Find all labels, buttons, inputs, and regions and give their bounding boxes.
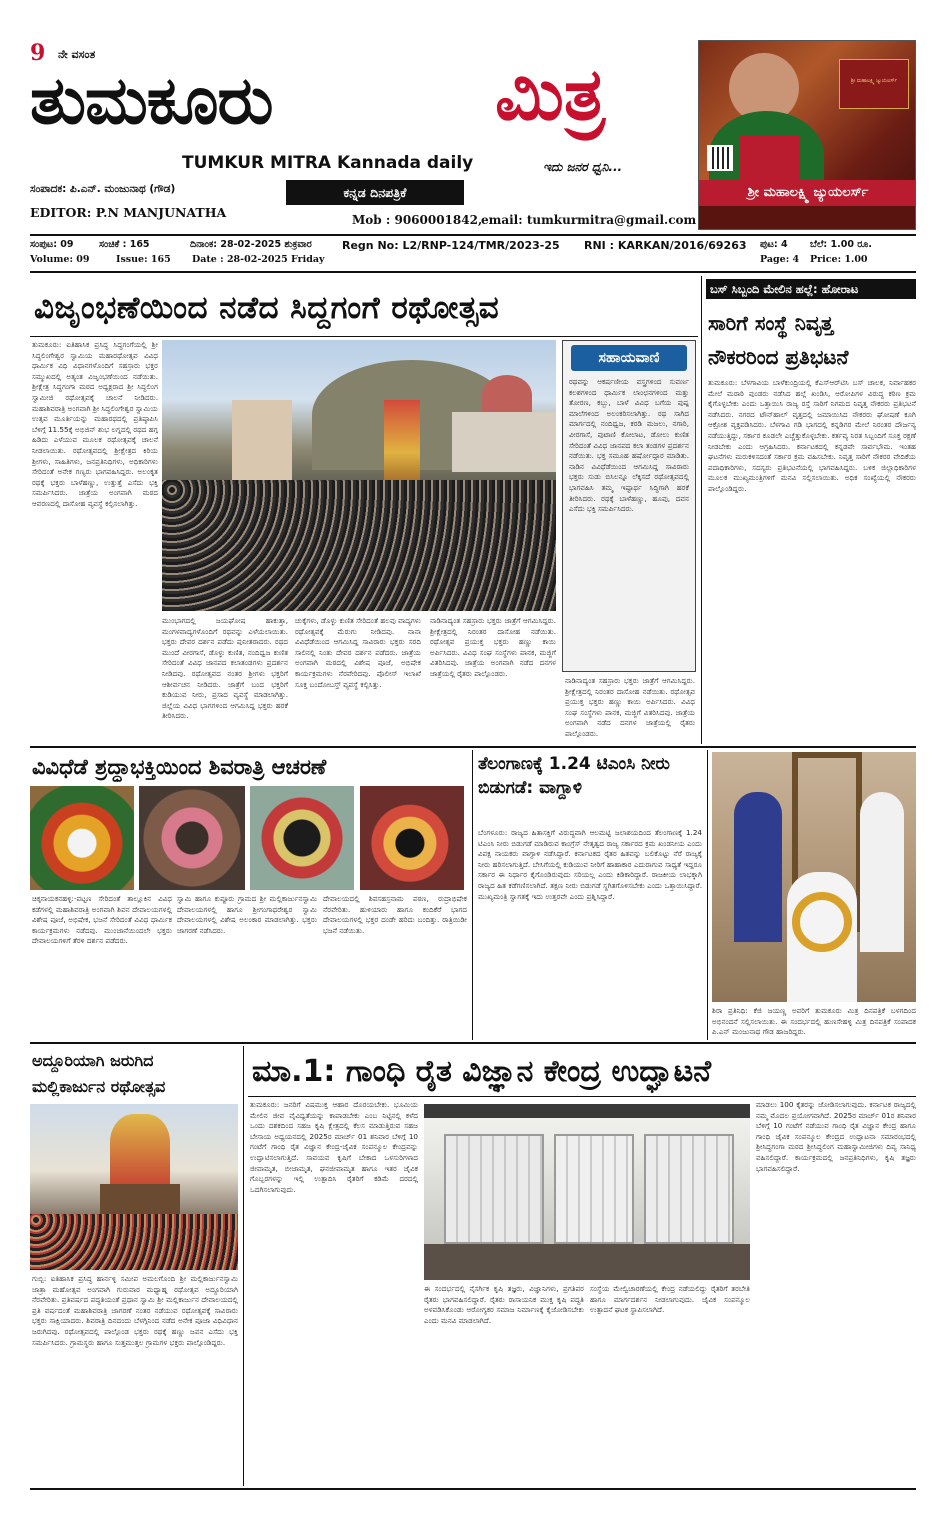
story-ksrtc-headline-line2: ನೌಕರರಿಂದ ಪ್ರತಿಭಟನೆ <box>708 345 849 369</box>
story-mallikarjuna-headline-line1: ಅದ್ದೂರಿಯಾಗಿ ಜರುಗಿದ <box>32 1051 154 1070</box>
story-mallikarjuna-headline-line2: ಮಲ್ಲಿಕಾರ್ಜುನ ರಥೋತ್ಸವ <box>32 1077 166 1096</box>
dateline-bottom-rule <box>30 271 916 273</box>
price-kannada: ಬೆಲೆ: 1.00 ರೂ. <box>810 239 872 250</box>
temple-building <box>452 412 556 472</box>
column-divider-top <box>701 276 702 744</box>
story-telangana-body: ಬೆಂಗಳೂರು: ರಾಜ್ಯದ ಹಿತಾಸಕ್ತಿಗೆ ವಿರುದ್ಧವಾಗಿ ಆಲಮಟ್ಟಿ ಜಲಾಶಯದಿಂದ ತೆಲಂಗಾಣಕ್ಕೆ 1.24 ಟಿಎಂಸಿ ನೀರು ಬಿಡುಗಡೆ ಮಾಡಿರುವ ಕಾಂಗ್ರೆಸ್ ನೇತೃತ್ವದ ರಾಜ್ಯ ಸರ್ಕಾರದ ಕ್ರಮ ಖಂಡನೀಯ ಎಂದು ವಿಪಕ್ಷ ನಾಯಕರು ವಾಗ್ದಾಳಿ ನಡೆಸಿದ್ದಾರೆ. ಕರ್ನಾಟಕದ ರೈತರ ಹಿತವನ್ನು ಬಲಿಕೊಟ್ಟು ನೆರೆ ರಾಜ್ಯಕ್ಕೆ ನೀರು ಹರಿಸಲಾಗುತ್ತಿದೆ. ಬೇಸಿಗೆಯಲ್ಲಿ ಕುಡಿಯುವ ನೀರಿಗೆ ಹಾಹಾಕಾರ ಎದುರಾಗುವ ಸಾಧ್ಯತೆ ಇದ್ದರೂ ಸರ್ಕಾರ ಈ ನಿರ್ಧಾರ ಕೈಗೊಂಡಿರುವುದು ಸರಿಯಲ್ಲ ಎಂದು ಕಿಡಿಕಾರಿದ್ದಾರೆ. ರಾಜಕೀಯ ಲಾಭಕ್ಕಾಗಿ ರಾಜ್ಯದ ಹಿತ ಕಡೆಗಣಿಸಲಾಗಿದೆ. ತಕ್ಷಣ ನೀರು ಬಿಡುಗಡೆ ಸ್ಥಗಿತಗೊಳಿಸಬೇಕು ಎಂದು ಒತ್ತಾಯಿಸಿದ್ದಾರೆ. ಮುಖ್ಯಮಂತ್ರಿ ಸ್ವಾಗತಕ್ಕೆ ಇದು ಉತ್ತರವೇ ಎಂದು ಪ್ರಶ್ನಿಸಿದ್ದಾರೆ. <box>478 828 702 901</box>
tank-right <box>644 1134 734 1244</box>
page-bottom-rule <box>30 1488 916 1490</box>
volume-kannada: ಸಂಪುಟ: 09 <box>30 239 74 250</box>
sahayavani-box <box>562 340 696 672</box>
mobile-number: Mob : 9060001842, <box>352 213 483 227</box>
story-gandhi-col3: ಸಂಸ್ಥೆಯ ಮೇಲ್ವಿಚಾರಣೆಯಲ್ಲಿ ಕೇಂದ್ರ ನಡೆಯಲಿದ್ದು ರೈತರಿಗೆ ತರಬೇತಿ ಹಾಗೂ ಮಾರ್ಗದರ್ಶನ ನೀಡಲಾಗುವುದು. ಜೈವಿಕ ಸಂಪನ್ಮೂಲ ಉತ್ಪಾದನೆ ಘಟಕ ಸ್ಥಾಪಿಸಲಾಗಿದೆ. <box>590 1284 750 1315</box>
story-ksrtc-body: ತುಮಕೂರು: ಬೆಳಗಾವಿಯ ಬಾಳೆಕುಂದ್ರಿಯಲ್ಲಿ ಕೆಎಸ್‌ಆರ್‌ಟಿಸಿ ಬಸ್ ಚಾಲಕ, ನಿರ್ವಾಹಕರ ಮೇಲೆ ಮರಾಠಿ ಪುಂಡರು ನಡೆಸಿದ ಹಲ್ಲೆ ಖಂಡಿಸಿ, ಆರೋಪಿಗಳ ವಿರುದ್ಧ ಕಠಿಣ ಕ್ರಮ ಕೈಗೊಳ್ಳಬೇಕು ಎಂದು ಒತ್ತಾಯಿಸಿ ರಾಜ್ಯ ರಸ್ತೆ ಸಾರಿಗೆ ನಿಗಮದ ನಿವೃತ್ತ ನೌಕರರು ಪ್ರತಿಭಟನೆ ನಡೆಸಿದರು. ನಗರದ ಟೌನ್‌ಹಾಲ್ ವೃತ್ತದಲ್ಲಿ ಜಮಾಯಿಸಿದ ನೌಕರರು ಘೋಷಣೆ ಕೂಗಿ ಆಕ್ರೋಶ ವ್ಯಕ್ತಪಡಿಸಿದರು. ಬೆಳಗಾವಿ ಗಡಿ ಭಾಗದಲ್ಲಿ ಕನ್ನಡಿಗರ ಮೇಲೆ ನಿರಂತರ ದೌರ್ಜನ್ಯ ನಡೆಯುತ್ತಿದ್ದು, ಸರ್ಕಾರ ಕೂಡಲೇ ಎಚ್ಚೆತ್ತುಕೊಳ್ಳಬೇಕು. ಕರ್ತವ್ಯ ನಿರತ ಸಿಬ್ಬಂದಿಗೆ ಸೂಕ್ತ ರಕ್ಷಣೆ ನೀಡಬೇಕು ಎಂದು ಆಗ್ರಹಿಸಿದರು. ಕರ್ನಾಟಕದಲ್ಲಿ ಕನ್ನಡವೇ ಸಾರ್ವಭೌಮ. ಇಂತಹ ಘಟನೆಗಳು ಮರುಕಳಿಸದಂತೆ ಸರ್ಕಾರ ಕ್ರಮ ವಹಿಸಬೇಕು. ನಿವೃತ್ತ ಸಾರಿಗೆ ನೌಕರರ ವೇದಿಕೆಯ ಪದಾಧಿಕಾರಿಗಳು, ಸದಸ್ಯರು ಪ್ರತಿಭಟನೆಯಲ್ಲಿ ಭಾಗವಹಿಸಿದ್ದರು. ಬಳಿಕ ಜಿಲ್ಲಾಧಿಕಾರಿಗಳ ಮೂಲಕ ಮುಖ್ಯಮಂತ್ರಿಗಳಿಗೆ ಮನವಿ ಸಲ್ಲಿಸಲಾಯಿತು. ಅಧಿಕ ಸಂಖ್ಯೆಯಲ್ಲಿ ನೌಕರರು ಪಾಲ್ಗೊಂಡಿದ್ದರು. <box>708 378 916 493</box>
shivalinga-photo-4 <box>360 786 464 890</box>
column-divider-mid-1 <box>472 750 473 1040</box>
column-divider-bottom <box>243 1046 244 1486</box>
story-telangana-headline <box>478 752 702 826</box>
ad-brand-banner: ಶ್ರೀ ಮಹಾಲಕ್ಷ್ಮಿ ಜ್ಯುಯಲರ್ಸ್ <box>699 180 916 206</box>
issue-english: Issue: 165 <box>116 254 171 265</box>
story-shivaratri-col1: ಚಿಕ್ಕನಾಯಕನಹಳ್ಳಿ:-ಪಟ್ಟಣ ಸೇರಿದಂತೆ ತಾಲ್ಲೂಕಿನ ವಿವಿಧ ಕಡೆಗಳಲ್ಲಿ ಮಹಾಶಿವರಾತ್ರಿ ಅಂಗವಾಗಿ ಶಿವನ ದೇವಾಲಯಗಳಲ್ಲಿ ವಿಶೇಷ ಪೂಜೆ, ಅಭಿಷೇಕ, ಭಜನೆ ಸೇರಿದಂತೆ ವಿವಿಧ ಧಾರ್ಮಿಕ ಕಾರ್ಯಕ್ರಮಗಳು ನಡೆದವು. ಮುಂಜಾನೆಯಿಂದಲೇ ಭಕ್ತರು ದೇವಾಲಯಗಳಿಗೆ ತೆರಳಿ ದರ್ಶನ ಪಡೆದರು. <box>32 894 172 946</box>
story-siddaganga-col2: ಮುಂಭಾಗದಲ್ಲಿ ಜಯಘೋಷ ಹಾಕುತ್ತಾ, ಮಂಗಳವಾದ್ಯಗಳೊಂದಿಗೆ ರಥವನ್ನು ಎಳೆಯಲಾಯಿತು. ಭಕ್ತರು ದೇವರ ದರ್ಶನ ಪಡೆದು ಪುನೀತರಾದರು. ರಥದ ಮುಂದೆ ವೀರಗಾಸೆ, ಡೊಳ್ಳು ಕುಣಿತ, ನಂದಿಧ್ವಜ ಕುಣಿತ ಸೇರಿದಂತೆ ವಿವಿಧ ಜಾನಪದ ಕಲಾತಂಡಗಳು ಪ್ರದರ್ಶನ ನೀಡಿದವು. ರಥೋತ್ಸವದ ನಂತರ ಶ್ರೀಗಳು ಭಕ್ತರಿಗೆ ಆಶೀರ್ವಚನ ನೀಡಿದರು. ಜಾತ್ರೆಗೆ ಬಂದ ಭಕ್ತರಿಗೆ ಕುಡಿಯುವ ನೀರು, ಪ್ರಸಾದ ವ್ಯವಸ್ಥೆ ಮಾಡಲಾಗಿತ್ತು. ಜಿಲ್ಲೆಯ ವಿವಿಧ ಭಾಗಗಳಿಂದ ಆಗಮಿಸಿದ್ದ ಭಕ್ತರು ಹರಕೆ ತೀರಿಸಿದರು. <box>162 616 288 721</box>
ad-qr-code <box>707 145 733 171</box>
story-shivaratri-col2: ಸ್ವಾಮಿ ಹಾಗೂ ಕುಪ್ಪೂರು ಗ್ರಾಮದ ಶ್ರೀ ಮಲ್ಲಿಕಾರ್ಜುನಸ್ವಾಮಿ ದೇವಾಲಯಗಳಲ್ಲಿ ಹಾಗೂ ಶ್ರೀಗಂಗಾಧರೇಶ್ವರ ಸ್ವಾಮಿ ದೇವಾಲಯಗಳಲ್ಲಿ ವಿಶೇಷ ಅಲಂಕಾರ ಮಾಡಲಾಗಿತ್ತು. ಭಕ್ತರು ಜಾಗರಣೆ ನಡೆಸಿದರು. <box>177 894 317 935</box>
contact-email: email: tumkurmitra@gmail.com <box>481 213 697 227</box>
daily-badge: ಕನ್ನಡ ದಿನಪತ್ರಿಕೆ <box>286 180 464 205</box>
volume-english: Volume: 09 <box>30 254 90 265</box>
person-right <box>860 792 904 952</box>
ad-logo-box <box>839 59 909 109</box>
story-gandhi-col2: ಈ ಸಂದರ್ಭದಲ್ಲಿ ನೈಸರ್ಗಿಕ ಕೃಷಿ ತಜ್ಞರು, ವಿಜ್ಞಾನಿಗಳು, ಪ್ರಗತಿಪರ ರೈತರು ಭಾಗವಹಿಸಲಿದ್ದಾರೆ. ರೈತರು ರಾಸಾಯನಿಕ ಮುಕ್ತ ಕೃಷಿ ಪದ್ಧತಿ ಅಳವಡಿಸಿಕೊಂಡು ಆರೋಗ್ಯಕರ ಸಮಾಜ ನಿರ್ಮಾಣಕ್ಕೆ ಕೈಜೋಡಿಸಬೇಕು ಎಂದು ಮನವಿ ಮಾಡಲಾಗಿದೆ. <box>424 1284 584 1325</box>
devotee-crowd <box>30 1214 238 1270</box>
temple-dome <box>482 375 532 415</box>
section-rule-2 <box>30 1042 916 1044</box>
roof-beam <box>424 1104 750 1118</box>
section-rule-1 <box>30 746 916 748</box>
shivalinga-photo-3 <box>250 786 354 890</box>
page-english: Page: 4 <box>760 254 800 265</box>
dateline <box>30 238 916 270</box>
story-siddaganga-col1: ತುಮಕೂರು: ಐತಿಹಾಸಿಕ ಪ್ರಸಿದ್ಧ ಸಿದ್ಧಗಂಗೆಯಲ್ಲಿ ಶ್ರೀ ಸಿದ್ಧಲಿಂಗೇಶ್ವರ ಸ್ವಾಮಿಯ ಮಹಾರಥೋತ್ಸವ ವಿವಿಧ ಧಾರ್ಮಿಕ ವಿಧಿ ವಿಧಾನಗಳೊಂದಿಗೆ ಸಹಸ್ರಾರು ಭಕ್ತರ ಸಮ್ಮುಖದಲ್ಲಿ ಅತ್ಯಂತ ವಿಜೃಂಭಣೆಯಿಂದ ನಡೆಯಿತು. ಶ್ರೀಕ್ಷೇತ್ರ ಸಿದ್ಧಗಂಗಾ ಮಠದ ಅಧ್ಯಕ್ಷರಾದ ಶ್ರೀ ಸಿದ್ಧಲಿಂಗ ಸ್ವಾಮೀಜಿ ರಥೋತ್ಸವಕ್ಕೆ ಚಾಲನೆ ನೀಡಿದರು. ಮಹಾಶಿವರಾತ್ರಿ ಅಂಗವಾಗಿ ಶ್ರೀ ಸಿದ್ಧಲಿಂಗೇಶ್ವರ ಸ್ವಾಮಿಯ ಉತ್ಸವ ಮೂರ್ತಿಯನ್ನು ಮಹಾರಥದಲ್ಲಿ ಪ್ರತಿಷ್ಠಾಪಿಸಿ ಬೆಳಿಗ್ಗೆ 11.55ಕ್ಕೆ ಅಭಿಜಿನ್ ಶುಭ ಲಗ್ನದಲ್ಲಿ ರಥದ ಹಗ್ಗ ಹಿಡಿದು ಎಳೆಯುವ ಮೂಲಕ ರಥೋತ್ಸವಕ್ಕೆ ಚಾಲನೆ ನೀಡಲಾಯಿತು. ರಥೋತ್ಸವದಲ್ಲಿ ಶ್ರೀಕ್ಷೇತ್ರದ ಕಿರಿಯ ಶ್ರೀಗಳು, ಸಾಹಿತಿಗಳು, ಜನಪ್ರತಿನಿಧಿಗಳು, ಅಧಿಕಾರಿಗಳು ಸೇರಿದಂತೆ ಅನೇಕ ಗಣ್ಯರು ಭಾಗವಹಿಸಿದ್ದರು. ಅಲಂಕೃತ ರಥಕ್ಕೆ ಭಕ್ತರು ಬಾಳೆಹಣ್ಣು, ಉತ್ತುತ್ತೆ ಎಸೆದು ಭಕ್ತಿ ಸಮರ್ಪಿಸಿದರು. ಜಾತ್ರೆಯ ಅಂಗವಾಗಿ ಮಠದ ಆವರಣದಲ್ಲಿ ದಾಸೋಹ ವ್ಯವಸ್ಥೆ ಕಲ್ಪಿಸಲಾಗಿತ್ತು. <box>32 340 158 508</box>
flower-garland <box>792 892 852 952</box>
story-siddaganga-col4: ನಾಡಿನಾದ್ಯಂತ ಸಹಸ್ರಾರು ಭಕ್ತರು ಜಾತ್ರೆಗೆ ಆಗಮಿಸಿದ್ದರು. ಶ್ರೀಕ್ಷೇತ್ರದಲ್ಲಿ ನಿರಂತರ ದಾಸೋಹ ನಡೆಯಿತು. ರಥೋತ್ಸವ ಪ್ರಯುಕ್ತ ಭಕ್ತರು ಹಣ್ಣು ಕಾಯಿ ಅರ್ಪಿಸಿದರು. ವಿವಿಧ ಸಂಘ ಸಂಸ್ಥೆಗಳು ಪಾನಕ, ಮಜ್ಜಿಗೆ ವಿತರಿಸಿದವು. ಜಾತ್ರೆಯ ಅಂಗವಾಗಿ ನಡೆದ ದನಗಳ ಜಾತ್ರೆಯಲ್ಲಿ ರೈತರು ಪಾಲ್ಗೊಂಡರು. <box>430 616 556 678</box>
story-ksrtc-headline-line1: ಸಾರಿಗೆ ಸಂಸ್ಥೆ ನಿವೃತ್ತ <box>708 311 834 335</box>
masthead-tagline: ಇದು ಜನರ ಧ್ವನಿ... <box>543 160 623 174</box>
floor-trough <box>424 1244 750 1280</box>
masthead-title-black: ತುಮಕೂರು <box>30 62 273 139</box>
story-siddaganga-col5 <box>565 676 695 742</box>
story-siddaganga-col3: ಚುಕ್ಕೆಗಳು, ಡೊಳ್ಳು ಕುಣಿತ ಸೇರಿದಂತೆ ಹಲವು ವಾದ್ಯಗಳು ರಥೋತ್ಸವಕ್ಕೆ ಮೆರುಗು ನೀಡಿದವು. ನಾನಾ ವಿವಿಧೆಡೆಯಿಂದ ಆಗಮಿಸಿದ್ದ ಸಾವಿರಾರು ಭಕ್ತರು ಸರದಿ ಸಾಲಿನಲ್ಲಿ ನಿಂತು ದೇವರ ದರ್ಶನ ಪಡೆದರು. ಜಾತ್ರೆಯ ಅಂಗವಾಗಿ ಮಠದಲ್ಲಿ ವಿಶೇಷ ಪೂಜೆ, ಅಭಿಷೇಕ ಕಾರ್ಯಕ್ರಮಗಳು ನೆರವೇರಿದವು. ಪೊಲೀಸ್ ಇಲಾಖೆ ಸೂಕ್ತ ಬಂದೋಬಸ್ತ್ ವ್ಯವಸ್ಥೆ ಕಲ್ಪಿಸಿತ್ತು. <box>295 616 421 689</box>
story-gandhi-col4: ಮಾಡಲು 100 ಕೈತರನ್ನು ಜೋಡಿಸಲಾಗುವುದು. ಕರ್ನಾಟಕ ರಾಜ್ಯದಲ್ಲಿ ನಮ್ಮ ಮೊದಲ ಪ್ರಯೋಗವಾಗಿದೆ. 2025ರ ಮಾರ್ಚ್ 01ರ ಶನಿವಾರ ಬೆಳಿಗ್ಗೆ 10 ಗಂಟೆಗೆ ನಡೆಯುವ ಗಾಂಧಿ ರೈತ ವಿಜ್ಞಾನ ಕೇಂದ್ರ ಹಾಗೂ ಗಾಂಧಿ ಜೈವಿಕ ಸಂಪನ್ಮೂಲ ಕೇಂದ್ರದ ಉದ್ಘಾಟನಾ ಸಮಾರಂಭದಲ್ಲಿ ಶ್ರೀಸಿದ್ಧಗಂಗಾ ಮಠದ ಶ್ರೀಸಿದ್ಧಲಿಂಗ ಮಹಾಸ್ವಾಮೀಜಿಗಳು ದಿವ್ಯ ಸಾನಿಧ್ಯ ವಹಿಸಲಿದ್ದಾರೆ. ಕಾರ್ಯಕ್ರಮದಲ್ಲಿ ಜನಪ್ರತಿನಿಧಿಗಳು, ಕೃಷಿ ತಜ್ಞರು ಭಾಗವಹಿಸಲಿದ್ದಾರೆ. <box>756 1100 916 1173</box>
sahayavani-label: ಸಹಾಯವಾಣಿ <box>571 345 687 371</box>
story-siddaganga-col5-text: ನಾಡಿನಾದ್ಯಂತ ಸಹಸ್ರಾರು ಭಕ್ತರು ಜಾತ್ರೆಗೆ ಆಗಮಿಸಿದ್ದರು. ಶ್ರೀಕ್ಷೇತ್ರದಲ್ಲಿ ನಿರಂತರ ದಾಸೋಹ ನಡೆಯಿತು. ರಥೋತ್ಸವ ಪ್ರಯುಕ್ತ ಭಕ್ತರು ಹಣ್ಣು ಕಾಯಿ ಅರ್ಪಿಸಿದರು. ವಿವಿಧ ಸಂಘ ಸಂಸ್ಥೆಗಳು ಪಾನಕ, ಮಜ್ಜಿಗೆ ವಿತರಿಸಿದವು. ಜಾತ್ರೆಯ ಅಂಗವಾಗಿ ನಡೆದ ದನಗಳ ಜಾತ್ರೆಯಲ್ಲಿ ರೈತರು ಪಾಲ್ಗೊಂಡರು. <box>565 676 695 738</box>
edition-suffix: ನೇ ವಸಂತ <box>58 48 96 61</box>
mallikarjuna-chariot-photo <box>30 1104 238 1270</box>
story-gandhi-headline: ಮಾ.1: ಗಾಂಧಿ ರೈತ ವಿಜ್ಞಾನ ಕೇಂದ್ರ ಉದ್ಘಾಟನೆ <box>252 1054 712 1089</box>
registration-number: Regn No: L2/RNP-124/TMR/2023-25 <box>342 239 560 252</box>
chariot-top <box>110 1114 170 1184</box>
crowd-mass <box>162 480 556 611</box>
column-divider-mid-2 <box>707 750 708 1040</box>
bio-resource-tanks-photo <box>424 1104 750 1280</box>
dateline-top-rule <box>30 234 916 236</box>
story-shivaratri-col3: ದೇವಾಲಯದಲ್ಲಿ ಶಿವಸಹಸ್ರನಾಮ ಪಠಣ, ರುದ್ರಾಭಿಷೇಕ ನೆರವೇರಿತು. ಹುಳಿಯಾರು ಹಾಗೂ ಕಂದಿಕೆರೆ ಭಾಗದ ದೇವಾಲಯಗಳಲ್ಲಿ ಭಕ್ತರ ದಂಡೇ ಹರಿದು ಬಂದಿತ್ತು. ರಾತ್ರಿಯಿಡೀ ಭಜನೆ ನಡೆಯಿತು. <box>323 894 467 935</box>
gandhi-headline-underline <box>248 1096 916 1097</box>
ad-logo-text: ಶ್ರೀ ಮಹಾಲಕ್ಷ್ಮಿ ಜ್ಯುಯಲರ್ಸ್ <box>850 78 898 84</box>
story-shivaratri-headline: ವಿವಿಧೆಡೆ ಶ್ರದ್ಧಾಭಕ್ತಿಯಿಂದ ಶಿವರಾತ್ರಿ ಆಚರಣೆ <box>32 755 327 779</box>
rathotsava-crowd-photo <box>162 340 556 611</box>
page-kannada: ಪುಟ: 4 <box>760 239 788 250</box>
ad-footer-strip <box>699 206 916 230</box>
sahayavani-text: ರಥವನ್ನು ಆಕರ್ಷಣೀಯ ವಸ್ತ್ರಗಳಿಂದ ಸುವರ್ಣ ಕಲಶಗಳಿಂದ ಧಾರ್ಮಿಕ ಲಾಂಛನಗಳಿಂದ ಮತ್ತು ತೋರಣ, ಕಬ್ಬು, ಬಾಳೆ ವಿವಿಧ ಬಗೆಯ ಪುಷ್ಪ ಮಾಲೆಗಳಿಂದ ಅಲಂಕರಿಸಲಾಗಿತ್ತು. ರಥ ಸಾಗಿದ ಮಾರ್ಗದಲ್ಲಿ ನಂದಿಧ್ವಜ, ಕರಡಿ ಮಜಲು, ನಗಾರಿ, ವೀರಗಾಸೆ, ಪುಟಾಣಿ ಕೋಲಾಟ, ಡೋಲು ಕುಣಿತ ಸೇರಿದಂತೆ ವಿವಿಧ ಜಾನಪದ ಕಲಾ ತಂಡಗಳ ಪ್ರದರ್ಶನ ನಡೆಯಿತು. ಭಕ್ತ ಸಮೂಹ ಹರ್ಷೋದ್ಗಾರ ಮಾಡಿತು. ನಾಡಿನ ವಿವಿಧೆಡೆಯಿಂದ ಆಗಮಿಸಿದ್ದ ಸಾವಿರಾರು ಭಕ್ತರು ಸುಡು ಬಿಸಿಲನ್ನೂ ಲೆಕ್ಕಿಸದೆ ರಥೋತ್ಸವದಲ್ಲಿ ಭಾಗವಹಿಸಿ ತಮ್ಮ ಇಷ್ಟಾರ್ಥ ಸಿದ್ಧಿಗಾಗಿ ಹರಕೆ ತೀರಿಸಿದರು. ರಥಕ್ಕೆ ಬಾಳೆಹಣ್ಣು, ಹೂವು, ದವನ ಎಸೆದು ಭಕ್ತಿ ಸಮರ್ಪಿಸಿದರು. <box>569 377 689 514</box>
shivalinga-photo-1 <box>30 786 134 890</box>
tank-center <box>554 1134 634 1244</box>
editor-kannada: ಸಂಪಾದಕ: ಪಿ.ಎನ್. ಮಂಜುನಾಥ (ಗೌಡ) <box>30 183 176 195</box>
masthead-english-title: TUMKUR MITRA Kannada daily <box>182 153 474 173</box>
date-english: Date : 28-02-2025 Friday <box>192 254 325 265</box>
rni-number: RNI : KARKAN/2016/69263 <box>584 239 747 252</box>
masthead-title-red: ಮಿತ್ರ <box>495 52 606 136</box>
issue-kannada: ಸಂಚಿಕೆ : 165 <box>99 239 150 250</box>
headline-underline <box>30 336 698 337</box>
story-ksrtc-kicker: ಬಸ್ ಸಿಬ್ಬಂದಿ ಮೇಲಿನ ಹಲ್ಲೆ: ಹೋರಾಟ <box>706 279 916 299</box>
person-left <box>734 792 782 942</box>
story-gandhi-col1: ತುಮಕೂರು: ಜನರಿಗೆ ವಿಷಮುಕ್ತ ಆಹಾರ ದೊರಯಬೇಕು. ಭೂಮಿಯ ಮೇಲಿನ ಜೀವ ವೈವಿಧ್ಯತೆಯನ್ನು ಕಾಪಾಡಬೇಕು ಎಂಬ ನಿಟ್ಟಿನಲ್ಲಿ ಕಳೆದ ಒಂದು ದಶಕದಿಂದ ಸಹಜ ಕೃಷಿ ಕ್ಷೇತ್ರದಲ್ಲಿ ಕೆಲಸ ಮಾಡುತ್ತಿರುವ ಸಹಜ ಬೇಸಾಯ ಅಧ್ಯಯನದಲ್ಲಿ 2025ರ ಮಾರ್ಚ್ 01 ಶನಿವಾರ ಬೆಳಿಗ್ಗೆ 10 ಗಂಟೆಗೆ ಗಾಂಧಿ ರೈತ ವಿಜ್ಞಾನ ಕೇಂದ್ರ-ಜೈವಿಕ ಸಂಪನ್ಮೂಲ ಕೇಂದ್ರವನ್ನು ಉದ್ಘಾಟಿಸಲಾಗುತ್ತಿದೆ. ಸಾವಯವ ಕೃಷಿಗೆ ಬೇಕಾದ ಒಳಸುರಿಗಳಾದ ಜೀವಾಮೃತ, ಬೀಜಾಮೃತ, ಘನಜೀವಾಮೃತ ಹಾಗೂ ಇತರ ಜೈವಿಕ ಗೊಬ್ಬರಗಳನ್ನು ಇಲ್ಲಿ ಉತ್ಪಾದಿಸಿ ರೈತರಿಗೆ ಕಡಿಮೆ ದರದಲ್ಲಿ ಒದಗಿಸಲಾಗುವುದು. <box>250 1100 418 1194</box>
story-siddaganga-headline: ವಿಜೃಂಭಣೆಯಿಂದ ನಡೆದ ಸಿದ್ದಗಂಗೆ ರಥೋತ್ಸವ <box>34 290 500 326</box>
tank-left <box>444 1134 544 1244</box>
price-english: Price: 1.00 <box>810 254 868 265</box>
jewellery-advertisement[interactable] <box>698 40 916 230</box>
shivalinga-photo-2 <box>139 786 245 890</box>
felicitation-caption: ಶಿರಾ ಪ್ರತಿನಿಧಿ: ಕೆಜಿ ಜಯಣ್ಣ ಅವರಿಗೆ ತುಮಕೂರು ಮಿತ್ರ ದಿನಪತ್ರಿಕೆ ಬಳಗದಿಂದ ಅಭಿನಂದನೆ ಸಲ್ಲಿಸಲಾಯಿತು. ಈ ಸಂದರ್ಭದಲ್ಲಿ ಹುಣಸೇಹಳ್ಳಿ ಮಿತ್ರ ದಿನಪತ್ರಿಕೆ ಸಂಪಾದಕ ಪಿ.ಎನ್ ಮಂಜುನಾಥ ಗೌಡ ಹಾಜರಿದ್ದರು. <box>712 1006 916 1037</box>
date-kannada: ದಿನಾಂಕ: 28-02-2025 ಶುಕ್ರವಾರ <box>190 239 312 250</box>
edition-number: 9 <box>30 40 46 66</box>
story-mallikarjuna-body: ಗುಬ್ಬಿ: ಐತಿಹಾಸಿಕ ಪ್ರಸಿದ್ಧ ಹಾರ್ನಳ್ಳಿ ಸಮೀಪ ಅಮಲಗೊಂದಿ ಶ್ರೀ ಮಲ್ಲಿಕಾರ್ಜುನಸ್ವಾಮಿ ಜಾತ್ರಾ ಮಹೋತ್ಸವ ಅಂಗವಾಗಿ ಗುರುವಾರ ಮಧ್ಯಾಹ್ನ ರಥೋತ್ಸವ ಅದ್ದೂರಿಯಾಗಿ ನೆರವೇರಿತು. ಪ್ರತಿವರ್ಷದ ಪದ್ಧತಿಯಂತೆ ಪ್ರಧಾನ ಸ್ವಾಮಿ ಶ್ರೀ ಮಲ್ಲಿಕಾರ್ಜುನ ದೇವಾಲಯದಲ್ಲಿ ಪ್ರತಿ ವರ್ಷದಂತೆ ಮಹಾಶಿವರಾತ್ರಿ ಜಾಗರಣೆ ನಂತರ ನಡೆಯುವ ರಥೋತ್ಸವಕ್ಕೆ ಸಾವಿರಾರು ಭಕ್ತರು ಸಾಕ್ಷಿಯಾದರು. ಶಿವರಾತ್ರಿ ದಿನದಂದು ಬೆಳಗ್ಗಿನಿಂದ ನಡೆದ ಅನೇಕ ಪೂಜಾ ವಿಧಿವಿಧಾನ ಜರುಗಿದವು. ರಥೋತ್ಸವದಲ್ಲಿ ಪಾಲ್ಗೊಂಡ ಭಕ್ತರು ರಥಕ್ಕೆ ಹಣ್ಣು ಜವನ ಎಸೆದು ಭಕ್ತಿ ಸಮರ್ಪಿಸಿದರು. ಗ್ರಾಮಸ್ಥರು ಹಾಗೂ ಸುತ್ತಮುತ್ತಲ ಗ್ರಾಮಗಳ ಭಕ್ತರು ಪಾಲ್ಗೊಂಡಿದ್ದರು. <box>32 1274 238 1347</box>
editor-english: EDITOR: P.N MANJUNATHA <box>30 205 227 220</box>
temple-gopura <box>232 400 292 490</box>
felicitation-photo <box>712 752 916 1002</box>
story-telangana-headline-text: ತೆಲಂಗಾಣಕ್ಕೆ 1.24 ಟಿಎಂಸಿ ನೀರು ಬಿಡುಗಡೆ: ವಾಗ್ದಾಳಿ <box>478 754 670 798</box>
